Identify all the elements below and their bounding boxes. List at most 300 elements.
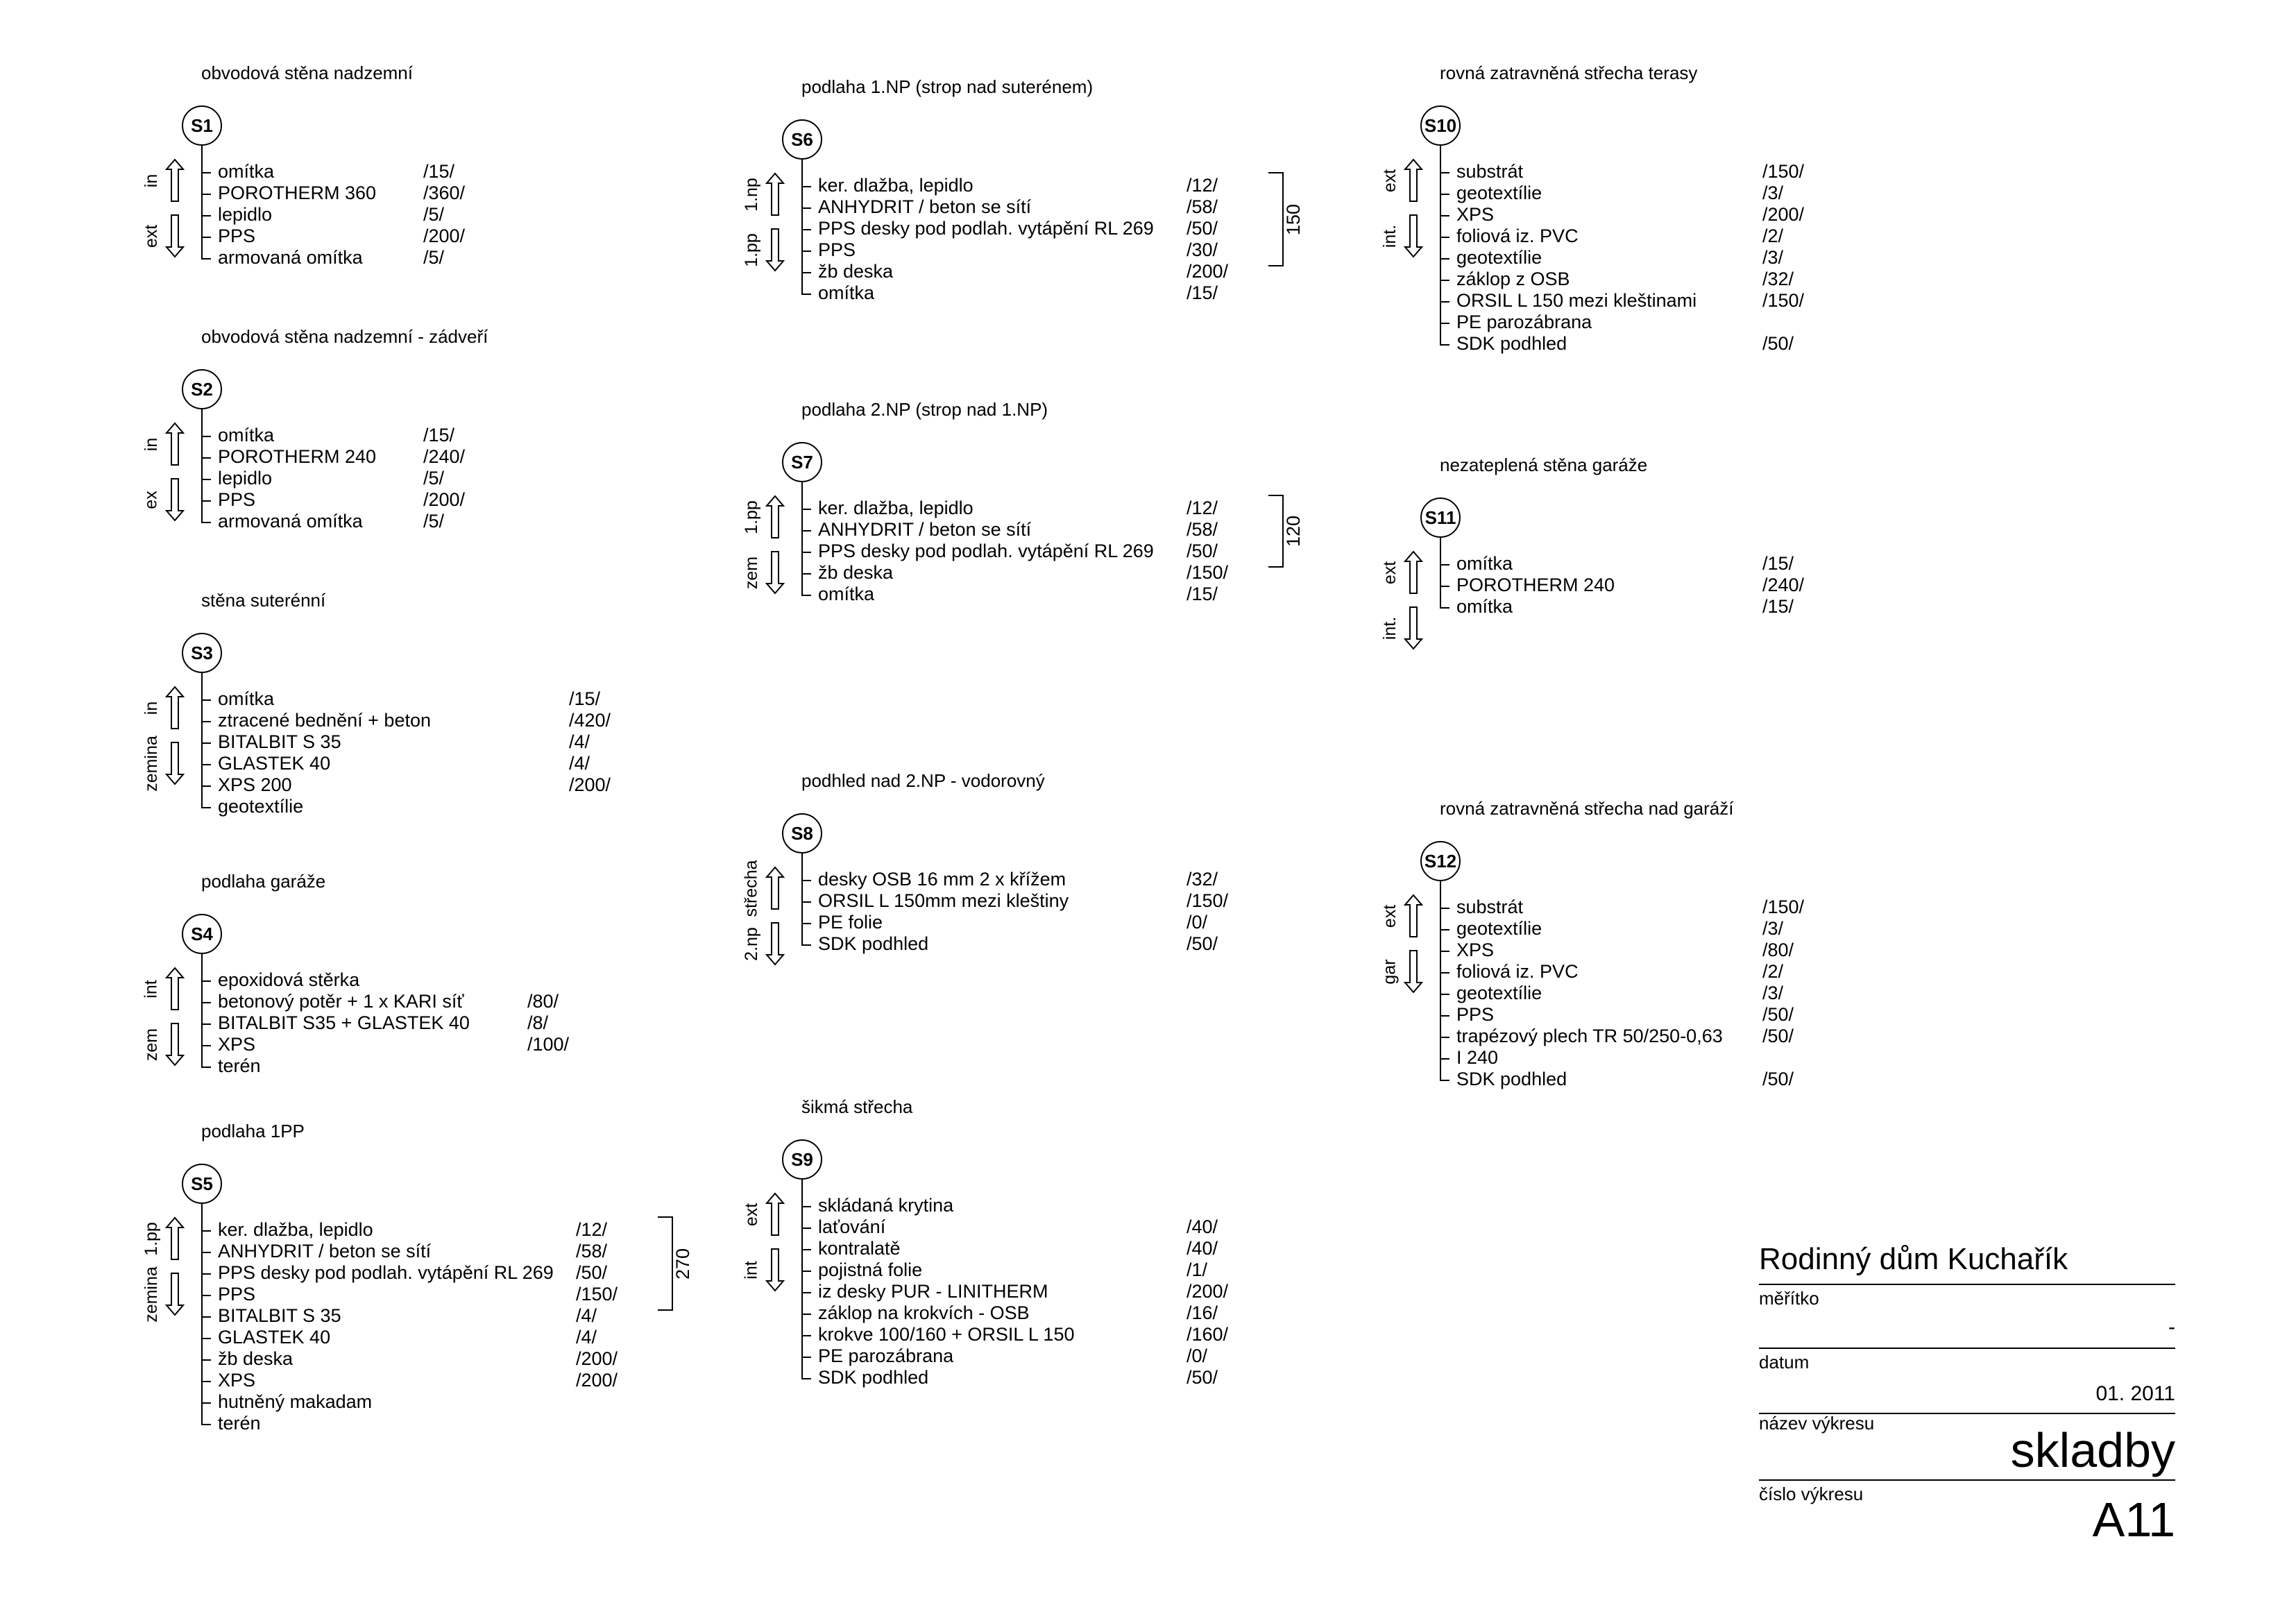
layer-thickness: /1/	[1187, 1259, 1208, 1280]
layer-name: ORSIL L 150 mezi kleštinami	[1456, 290, 1697, 311]
layer-name: žb deska	[218, 1348, 294, 1369]
layer-tick	[801, 509, 811, 510]
layer-thickness: /3/	[1762, 182, 1784, 203]
composition-title: obvodová stěna nadzemní	[201, 62, 413, 83]
layer-name: ker. dlažba, lepidlo	[818, 498, 973, 518]
layer-tick	[1440, 1015, 1449, 1017]
arrow-up-icon	[165, 158, 185, 203]
layer-tick	[201, 1402, 211, 1404]
layer-thickness: /100/	[527, 1034, 570, 1055]
drawing-no: A11	[2092, 1493, 2175, 1547]
composition-title: podlaha 1PP	[201, 1121, 305, 1141]
layer-name: PPS	[818, 239, 856, 260]
layer-tick	[1440, 586, 1449, 587]
layer-name: XPS	[218, 1034, 256, 1055]
layer-tick	[201, 1359, 211, 1361]
layer-tick	[201, 1252, 211, 1253]
layer-name: geotextílie	[1456, 182, 1542, 203]
layer-thickness: /4/	[576, 1305, 597, 1326]
arrow-down-icon	[1404, 949, 1423, 994]
arrow-up-icon	[1404, 158, 1423, 203]
layer-tick	[1440, 1037, 1449, 1038]
layer-thickness: /30/	[1187, 239, 1218, 260]
arrow-up-icon	[165, 422, 185, 466]
layer-name: žb deska	[818, 562, 894, 583]
layer-tick	[801, 229, 811, 230]
layer-thickness: /360/	[423, 182, 466, 203]
layer-name: PPS	[218, 489, 256, 510]
layer-thickness: /200/	[1187, 261, 1229, 282]
layer-name: foliová iz. PVC	[1456, 961, 1579, 982]
layer-thickness: /12/	[1187, 175, 1218, 196]
layer-name: POROTHERM 240	[218, 446, 377, 467]
arrow-down-icon	[165, 1272, 185, 1316]
layer-thickness: /50/	[576, 1262, 608, 1283]
layer-name: omítka	[1456, 553, 1513, 574]
layer-name: ker. dlažba, lepidlo	[218, 1219, 373, 1240]
layer-thickness: /5/	[423, 204, 445, 225]
layer-name: POROTHERM 240	[1456, 575, 1615, 595]
layer-name: PPS	[1456, 1004, 1495, 1025]
layer-tick	[201, 1381, 211, 1382]
date-value: 01. 2011	[2095, 1382, 2175, 1405]
composition-title: podlaha garáže	[201, 871, 326, 892]
layer-tick	[1440, 994, 1449, 995]
layer-name: záklop na krokvích - OSB	[818, 1302, 1030, 1323]
layer-thickness: /150/	[1187, 562, 1229, 583]
arrow-up-icon	[765, 172, 785, 216]
layer-thickness: /58/	[1187, 196, 1218, 217]
side-label-bottom: int.	[1379, 224, 1400, 248]
layer-tick	[1440, 301, 1449, 303]
layer-thickness: /3/	[1762, 918, 1784, 939]
layer-tick	[201, 522, 211, 523]
composition-id-badge: S6	[782, 119, 822, 160]
bracket-total-label: 120	[1282, 515, 1304, 547]
layer-tick	[801, 207, 811, 209]
layer-thickness: /0/	[1187, 912, 1208, 933]
layer-name: PE parozábrana	[1456, 312, 1592, 332]
layer-tick	[201, 721, 211, 722]
layer-tick	[201, 1424, 211, 1425]
side-label-bottom: 1.pp	[741, 232, 761, 267]
composition-id-badge: S3	[182, 633, 222, 673]
arrow-up-icon	[1404, 894, 1423, 938]
layer-tick	[1440, 1058, 1449, 1060]
layer-tick	[201, 436, 211, 437]
layer-thickness: /16/	[1187, 1302, 1218, 1323]
layer-name: XPS	[1456, 940, 1495, 960]
composition-title: rovná zatravněná střecha terasy	[1440, 62, 1698, 83]
layer-name: XPS 200	[218, 774, 292, 795]
composition-id-badge: S5	[182, 1164, 222, 1204]
layer-thickness: /32/	[1762, 269, 1794, 289]
layer-tick	[201, 457, 211, 459]
layer-tick	[801, 1227, 811, 1229]
layer-name: SDK podhled	[818, 1367, 929, 1388]
layer-tick	[201, 1002, 211, 1003]
arrow-down-icon	[165, 477, 185, 522]
layer-tick	[1440, 564, 1449, 566]
layer-name: skládaná krytina	[818, 1195, 954, 1216]
layer-thickness: /240/	[1762, 575, 1805, 595]
layer-name: geotextílie	[1456, 918, 1542, 939]
composition-id-badge: S4	[182, 914, 222, 954]
composition-id-badge: S8	[782, 813, 822, 853]
layer-tick	[201, 807, 211, 808]
layer-tick	[201, 1338, 211, 1339]
layer-thickness: /150/	[1762, 290, 1805, 311]
layer-name: SDK podhled	[1456, 1069, 1567, 1089]
layer-thickness: /150/	[576, 1284, 618, 1305]
layer-thickness: /240/	[423, 446, 466, 467]
layer-name: lepidlo	[218, 468, 273, 488]
layer-tick	[1440, 951, 1449, 952]
layer-name: omítka	[818, 282, 875, 303]
layer-thickness: /50/	[1762, 1004, 1794, 1025]
layer-tick	[201, 785, 211, 787]
date-label: datum	[1759, 1352, 1810, 1373]
layer-tick	[1440, 280, 1449, 281]
layer-tick	[801, 1249, 811, 1250]
layer-thickness: /4/	[569, 753, 590, 774]
layer-tick	[1440, 344, 1449, 346]
layer-name: SDK podhled	[818, 933, 929, 954]
layer-thickness: /50/	[1762, 1026, 1794, 1046]
arrow-up-icon	[165, 967, 185, 1011]
layer-name: ztracené bednění + beton	[218, 710, 431, 731]
layer-tick	[201, 500, 211, 502]
layer-name: betonový potěr + 1 x KARI síť	[218, 991, 464, 1012]
scale-label: měřítko	[1759, 1288, 1819, 1309]
layer-name: PE folie	[818, 912, 883, 933]
composition-id-badge: S10	[1420, 105, 1461, 146]
layer-thickness: /40/	[1187, 1238, 1218, 1259]
side-label-bottom: ext	[141, 224, 161, 248]
layer-tick	[801, 250, 811, 252]
layer-tick	[801, 923, 811, 924]
layer-tick	[1440, 607, 1449, 609]
layer-thickness: /40/	[1187, 1216, 1218, 1237]
layer-name: epoxidová stěrka	[218, 969, 360, 990]
layer-tick	[201, 1230, 211, 1232]
layer-name: omítka	[218, 425, 275, 445]
layer-name: BITALBIT S35 + GLASTEK 40	[218, 1012, 470, 1033]
leader-line	[201, 954, 203, 1067]
layer-thickness: /150/	[1762, 897, 1805, 917]
layer-name: hutněný makadam	[218, 1391, 373, 1412]
layer-tick	[201, 194, 211, 195]
layer-name: GLASTEK 40	[218, 1327, 331, 1348]
layer-tick	[801, 1314, 811, 1315]
layer-thickness: /200/	[423, 489, 466, 510]
side-label-bottom: 2.np	[741, 926, 761, 961]
layer-thickness: /200/	[1187, 1281, 1229, 1302]
layer-thickness: /420/	[569, 710, 611, 731]
side-label-top: ext	[1379, 904, 1400, 928]
leader-line	[801, 1180, 803, 1379]
arrow-up-icon	[765, 866, 785, 910]
layer-tick	[801, 573, 811, 575]
side-label-top: ext	[1379, 169, 1400, 192]
leader-line	[201, 409, 203, 522]
layer-thickness: /12/	[1187, 498, 1218, 518]
layer-name: foliová iz. PVC	[1456, 226, 1579, 246]
layer-name: ANHYDRIT / beton se sítí	[818, 519, 1032, 540]
side-label-bottom: zem	[141, 1028, 161, 1061]
composition-id-badge: S11	[1420, 498, 1461, 538]
layer-thickness: /50/	[1187, 933, 1218, 954]
layer-thickness: /8/	[527, 1012, 549, 1033]
layer-name: laťování	[818, 1216, 886, 1237]
thickness-bracket	[1268, 172, 1284, 266]
side-label-top: in	[141, 701, 161, 715]
side-label-bottom: ex	[141, 490, 161, 509]
layer-name: terén	[218, 1055, 261, 1076]
side-label-top: in	[141, 173, 161, 187]
layer-thickness: /80/	[1762, 940, 1794, 960]
layer-name: PPS desky pod podlah. vytápění RL 269	[218, 1262, 554, 1283]
layer-tick	[201, 1273, 211, 1275]
composition-id-badge: S1	[182, 105, 222, 146]
leader-line	[201, 1204, 203, 1425]
composition-title: obvodová stěna nadzemní - zádveří	[201, 326, 488, 347]
arrow-up-icon	[1404, 550, 1423, 595]
layer-name: iz desky PUR - LINITHERM	[818, 1281, 1048, 1302]
layer-thickness: /5/	[423, 511, 445, 532]
layer-thickness: /50/	[1762, 333, 1794, 354]
layer-name: armovaná omítka	[218, 247, 363, 268]
leader-line	[801, 853, 803, 945]
bracket-total-label: 150	[1282, 203, 1304, 235]
side-label-top: ext	[1379, 561, 1400, 584]
arrow-down-icon	[765, 228, 785, 272]
arrow-down-icon	[165, 214, 185, 258]
scale-value: -	[2168, 1316, 2175, 1339]
composition-id-badge: S2	[182, 369, 222, 409]
layer-tick	[1440, 972, 1449, 974]
arrow-down-icon	[1404, 606, 1423, 650]
layer-name: žb deska	[818, 261, 894, 282]
layer-thickness: /150/	[1762, 161, 1805, 182]
layer-tick	[1440, 929, 1449, 931]
layer-thickness: /80/	[527, 991, 559, 1012]
layer-tick	[801, 1378, 811, 1379]
layer-tick	[801, 1357, 811, 1358]
layer-thickness: /15/	[423, 161, 455, 182]
layer-thickness: /15/	[1762, 553, 1794, 574]
layer-name: ANHYDRIT / beton se sítí	[218, 1241, 432, 1261]
layer-thickness: /200/	[569, 774, 611, 795]
layer-tick	[201, 479, 211, 480]
leader-line	[1440, 881, 1441, 1080]
layer-thickness: /15/	[1762, 596, 1794, 617]
bracket-total-label: 270	[672, 1248, 693, 1280]
layer-name: omítka	[218, 161, 275, 182]
layer-tick	[1440, 1080, 1449, 1081]
leader-line	[201, 673, 203, 808]
side-label-top: int	[141, 979, 161, 999]
composition-title: podhled nad 2.NP - vodorovný	[801, 770, 1045, 791]
layer-tick	[1440, 258, 1449, 260]
layer-name: ANHYDRIT / beton se sítí	[818, 196, 1032, 217]
layer-tick	[201, 215, 211, 216]
layer-thickness: /200/	[423, 226, 466, 246]
layer-thickness: /15/	[1187, 584, 1218, 604]
layer-tick	[801, 1292, 811, 1293]
layer-thickness: /0/	[1187, 1345, 1208, 1366]
composition-title: rovná zatravněná střecha nad garáží	[1440, 798, 1734, 819]
layer-thickness: /160/	[1187, 1324, 1229, 1345]
layer-name: desky OSB 16 mm 2 x křížem	[818, 869, 1066, 890]
layer-name: substrát	[1456, 161, 1524, 182]
layer-name: POROTHERM 360	[218, 182, 377, 203]
side-label-top: 1.np	[741, 177, 761, 212]
layer-thickness: /15/	[423, 425, 455, 445]
side-label-bottom: zemina	[141, 735, 161, 792]
layer-thickness: /4/	[576, 1327, 597, 1348]
layer-tick	[201, 237, 211, 238]
layer-thickness: /200/	[1762, 204, 1805, 225]
layer-thickness: /12/	[576, 1219, 608, 1240]
layer-name: PPS	[218, 1284, 256, 1305]
layer-tick	[801, 944, 811, 946]
layer-tick	[801, 530, 811, 532]
side-label-top: in	[141, 437, 161, 451]
layer-thickness: /2/	[1762, 226, 1784, 246]
layer-name: I 240	[1456, 1047, 1499, 1068]
composition-id-badge: S9	[782, 1139, 822, 1180]
arrow-up-icon	[765, 1192, 785, 1237]
layer-thickness: /200/	[576, 1348, 618, 1369]
thickness-bracket	[1268, 495, 1284, 568]
layer-name: ORSIL L 150mm mezi kleštiny	[818, 890, 1069, 911]
layer-tick	[1440, 237, 1449, 238]
divider	[1759, 1348, 2175, 1349]
layer-thickness: /15/	[569, 688, 601, 709]
layer-tick	[801, 1335, 811, 1336]
layer-name: omítka	[218, 688, 275, 709]
drawing-no-label: číslo výkresu	[1759, 1484, 1864, 1504]
layer-thickness: /2/	[1762, 961, 1784, 982]
layer-thickness: /58/	[576, 1241, 608, 1261]
layer-name: geotextílie	[1456, 983, 1542, 1003]
composition-title: podlaha 2.NP (strop nad 1.NP)	[801, 399, 1048, 420]
layer-tick	[201, 1045, 211, 1046]
layer-tick	[801, 186, 811, 187]
layer-thickness: /32/	[1187, 869, 1218, 890]
leader-line	[1440, 146, 1441, 345]
layer-name: omítka	[818, 584, 875, 604]
layer-name: BITALBIT S 35	[218, 1305, 341, 1326]
arrow-down-icon	[765, 550, 785, 595]
layer-name: XPS	[218, 1370, 256, 1391]
layer-thickness: /50/	[1187, 541, 1218, 561]
layer-thickness: /5/	[423, 468, 445, 488]
side-label-bottom: int	[741, 1260, 761, 1280]
layer-name: PE parozábrana	[818, 1345, 954, 1366]
layer-tick	[201, 742, 211, 744]
layer-tick	[201, 1316, 211, 1318]
side-label-bottom: zemina	[141, 1266, 161, 1323]
composition-id-badge: S12	[1420, 841, 1461, 881]
side-label-bottom: zem	[741, 556, 761, 589]
layer-thickness: /3/	[1762, 983, 1784, 1003]
layer-tick	[201, 1067, 211, 1068]
arrow-down-icon	[765, 921, 785, 966]
layer-tick	[201, 764, 211, 765]
layer-tick	[1440, 194, 1449, 195]
layer-tick	[801, 272, 811, 273]
side-label-top: střecha	[741, 860, 761, 917]
layer-name: ker. dlažba, lepidlo	[818, 175, 973, 196]
side-label-bottom: gar	[1379, 958, 1400, 985]
drawing-name-label: název výkresu	[1759, 1413, 1875, 1434]
layer-tick	[201, 699, 211, 701]
layer-tick	[801, 1206, 811, 1207]
layer-thickness: /15/	[1187, 282, 1218, 303]
layer-name: PPS	[218, 226, 256, 246]
layer-name: lepidlo	[218, 204, 273, 225]
layer-tick	[201, 1295, 211, 1296]
drawing-name: skladby	[2010, 1423, 2175, 1477]
arrow-down-icon	[765, 1248, 785, 1292]
composition-id-badge: S7	[782, 442, 822, 482]
project-title: Rodinný dům Kuchařík	[1759, 1242, 2068, 1276]
layer-tick	[201, 980, 211, 982]
layer-name: SDK podhled	[1456, 333, 1567, 354]
layer-name: trapézový plech TR 50/250-0,63	[1456, 1026, 1723, 1046]
arrow-up-icon	[165, 686, 185, 730]
layer-name: geotextílie	[1456, 247, 1542, 268]
layer-tick	[201, 1023, 211, 1025]
side-label-top: 1.pp	[141, 1221, 161, 1256]
layer-name: terén	[218, 1413, 261, 1434]
layer-tick	[801, 880, 811, 881]
side-label-top: ext	[741, 1203, 761, 1226]
layer-tick	[1440, 172, 1449, 173]
layer-name: omítka	[1456, 596, 1513, 617]
leader-line	[1440, 538, 1441, 608]
composition-title: šikmá střecha	[801, 1096, 913, 1117]
layer-name: BITALBIT S 35	[218, 731, 341, 752]
layer-tick	[201, 172, 211, 173]
layer-name: PPS desky pod podlah. vytápění RL 269	[818, 541, 1154, 561]
arrow-down-icon	[165, 1022, 185, 1067]
layer-thickness: /150/	[1187, 890, 1229, 911]
composition-title: podlaha 1.NP (strop nad suterénem)	[801, 76, 1094, 97]
layer-tick	[201, 258, 211, 260]
layer-name: armovaná omítka	[218, 511, 363, 532]
layer-tick	[801, 552, 811, 553]
layer-name: geotextílie	[218, 796, 304, 817]
layer-name: záklop z OSB	[1456, 269, 1570, 289]
layer-name: kontralatě	[818, 1238, 901, 1259]
side-label-top: 1.pp	[741, 500, 761, 534]
layer-name: substrát	[1456, 897, 1524, 917]
layer-thickness: /50/	[1187, 1367, 1218, 1388]
arrow-up-icon	[765, 495, 785, 539]
layer-tick	[801, 595, 811, 596]
thickness-bracket	[658, 1216, 673, 1311]
arrow-up-icon	[165, 1216, 185, 1261]
divider	[1759, 1284, 2175, 1285]
layer-name: GLASTEK 40	[218, 753, 331, 774]
composition-title: nezateplená stěna garáže	[1440, 454, 1648, 475]
layer-name: krokve 100/160 + ORSIL L 150	[818, 1324, 1075, 1345]
layer-thickness: /200/	[576, 1370, 618, 1391]
side-label-bottom: int.	[1379, 616, 1400, 640]
